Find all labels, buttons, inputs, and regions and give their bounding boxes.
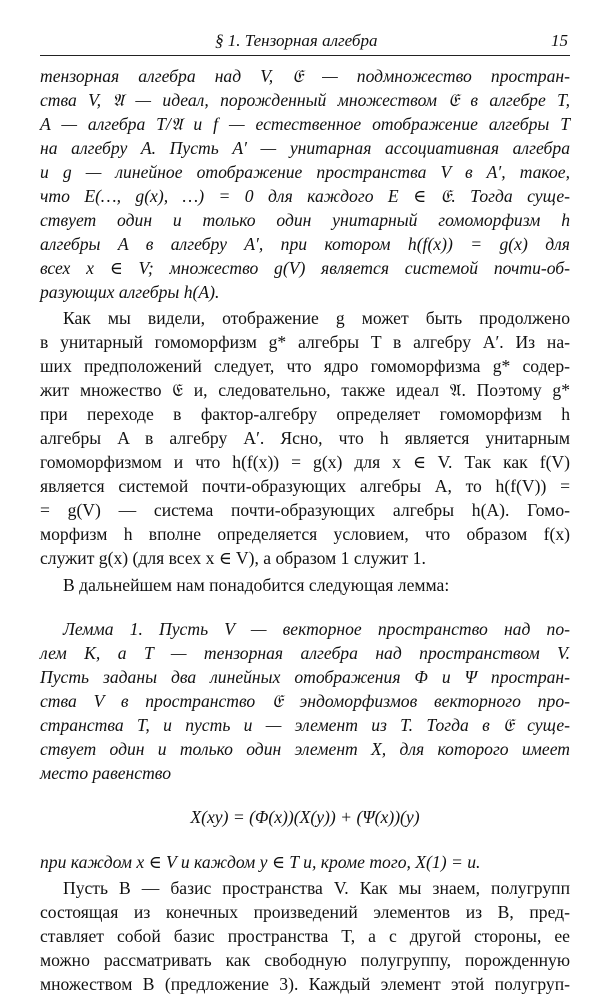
text-line: Пусть B — базис пространства V. Как мы знаем, полугрупп (63, 878, 570, 898)
text-line: служит g(x) (для всех x ∈ V), а образом 1 служит 1. (40, 548, 426, 568)
page-number: 15 (551, 31, 568, 50)
text-line: алгебры A в алгебру A′. Ясно, что h является унитарным (40, 428, 570, 448)
text-line: ства V, 𝔄 — идеал, порожденный множеством 𝔈 в алгебре T, (40, 90, 570, 110)
text-line: разующих алгебры h(A). (40, 282, 220, 302)
text-line: при переходе в фактор-алгебру определяет гомоморфизм h (40, 404, 570, 424)
lemma-line: лем K, а T — тензорная алгебра над пространством V. (40, 643, 570, 663)
text-line: морфизм h вполне определяется условием, что образом f(x) (40, 524, 570, 544)
text-line: является системой почти-образующих алгебры A, то h(f(V)) = (40, 476, 570, 496)
text-line: ставляет собой базис пространства T, а с другой стороны, ее (40, 926, 570, 946)
text-line: Как мы видели, отображение g может быть продолжено (63, 308, 570, 328)
lemma-line: при каждом x ∈ V и каждом y ∈ T и, кроме того, X(1) = u. (40, 852, 481, 872)
text-line: ствует один и только один унитарный гомоморфизм h (40, 210, 570, 230)
text-line: гомоморфизмом и что h(f(x)) = g(x) для x ∈ V. Так как f(V) (40, 452, 570, 472)
text-line: на алгебру A. Пусть A′ — унитарная ассоциативная алгебра (40, 138, 570, 158)
running-title: § 1. Тензорная алгебра (215, 31, 378, 50)
text-line: что E(…, g(x), …) = 0 для каждого E ∈ 𝔈. Тогда суще- (40, 186, 570, 206)
text-line: состоящая из конечных произведений элементов из B, пред- (40, 902, 570, 922)
text-line: в унитарный гомоморфизм g* алгебры T в алгебру A′. Из на- (40, 332, 570, 352)
lemma-line: ства V в пространство 𝔈 эндоморфизмов векторного про- (40, 691, 570, 711)
text-line: всех x ∈ V; множество g(V) является системой почти-об- (40, 258, 570, 278)
text-line: В дальнейшем нам понадобится следующая лемма: (63, 575, 450, 595)
text-line: и g — линейное отображение пространства V в A′, такое, (40, 162, 570, 182)
lemma-line: странства T, и пусть u — элемент из T. Тогда в 𝔈 суще- (40, 715, 570, 735)
text-line: тензорная алгебра над V, 𝔈 — подмножество простран- (40, 66, 570, 86)
text-line: A — алгебра T/𝔄 и f — естественное отображение алгебры T (40, 114, 570, 134)
lemma-line: ствует один и только один элемент X, для которого имеет (40, 739, 570, 759)
lemma-line: место равенство (40, 763, 171, 783)
text-line: жит множество 𝔈 и, следовательно, также идеал 𝔄. Поэтому g* (40, 380, 570, 400)
text-line: множеством B (предложение 3). Каждый элемент этой полугруп- (40, 974, 570, 994)
text-line: можно рассматривать как свободную полугруппу, порожденную (40, 950, 570, 970)
page-header (40, 25, 570, 56)
text-line: ших предположений следует, что ядро гомоморфизма g* содер- (40, 356, 570, 376)
display-equation: X(xy) = (Φ(x))(X(y)) + (Ψ(x))(y) (190, 807, 420, 827)
lemma-line: Лемма 1. Пусть V — векторное пространство над по- (63, 619, 570, 639)
lemma-line: Пусть заданы два линейных отображения Φ и Ψ простран- (40, 667, 570, 687)
text-line: алгебры A в алгебру A′, при котором h(f(x)) = g(x) для (40, 234, 570, 254)
text-line: = g(V) — система почти-образующих алгебры h(A). Гомо- (40, 500, 570, 520)
